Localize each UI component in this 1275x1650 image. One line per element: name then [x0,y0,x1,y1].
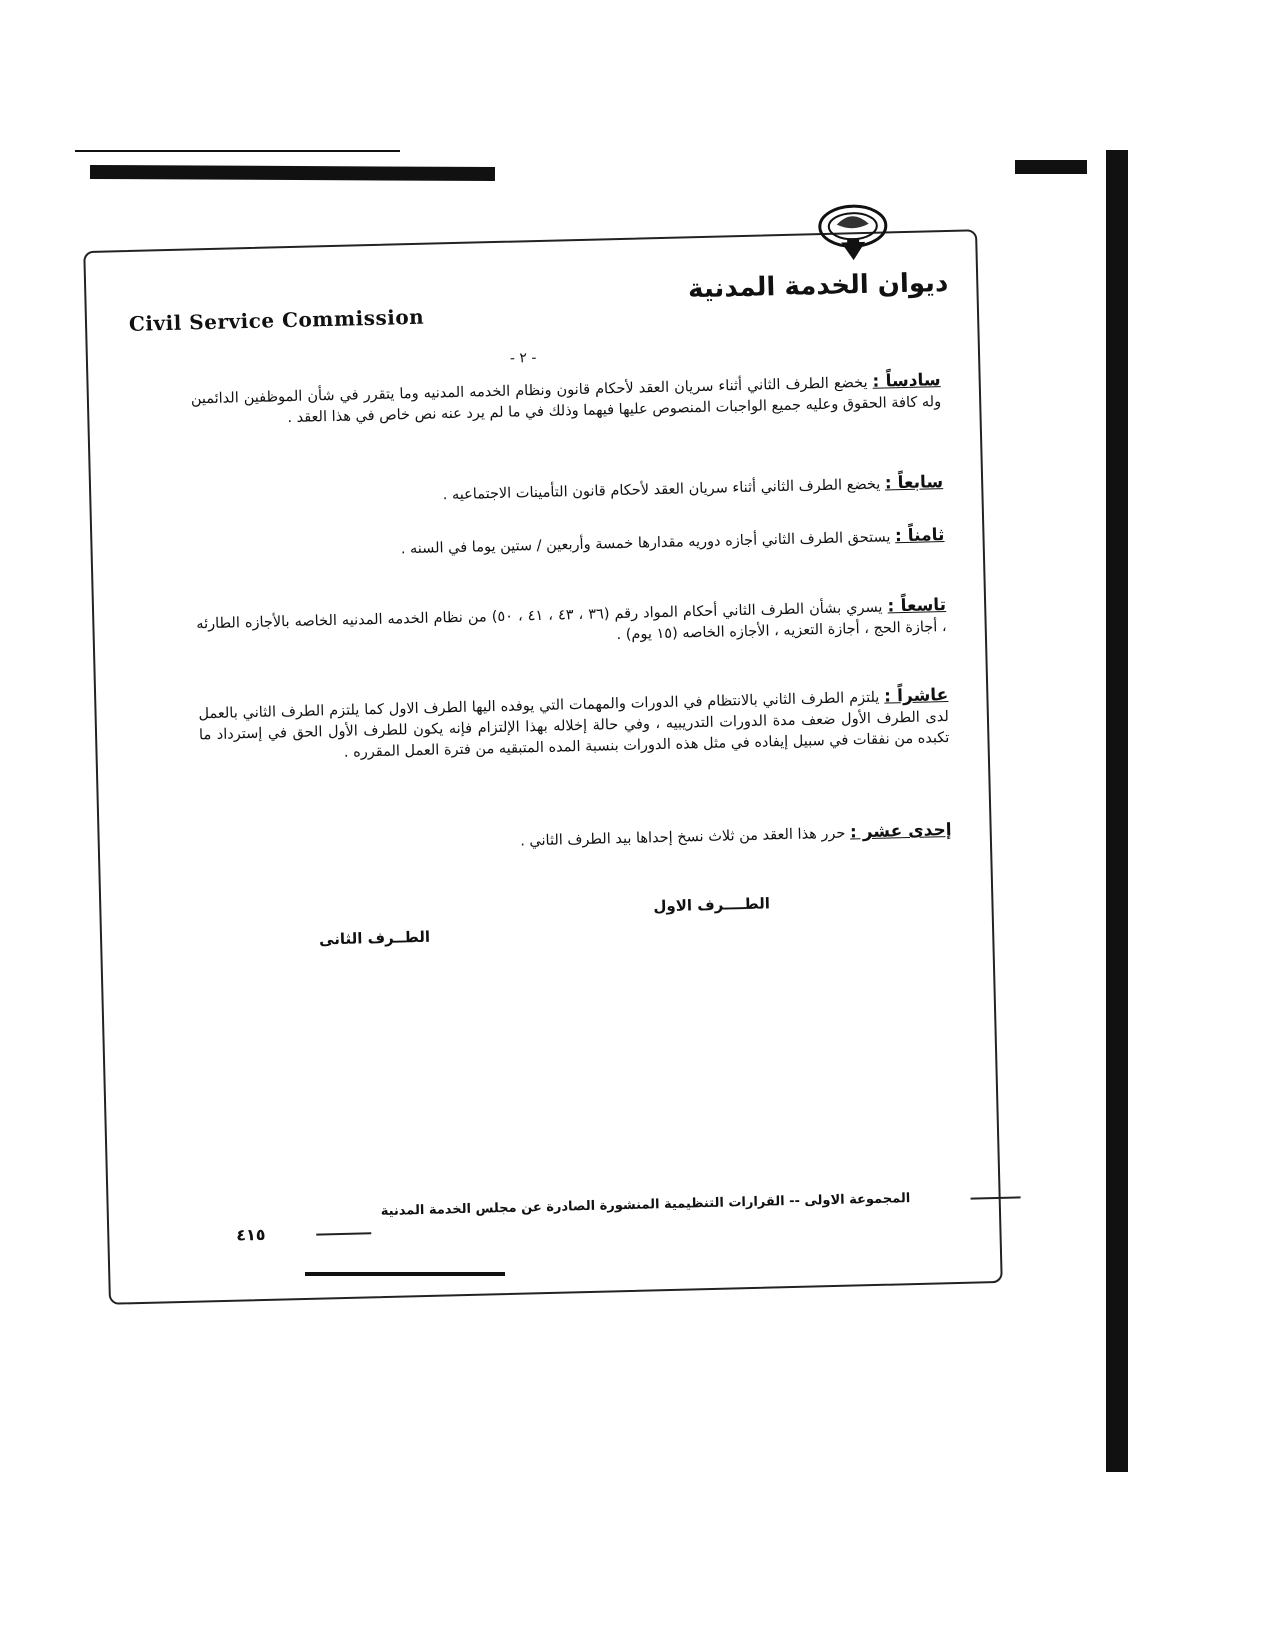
clause-label: إحدى عشر : [849,819,952,843]
clause-10 [198,685,949,767]
clause-label: سادساً : [872,370,941,392]
arabic-title: ديوان الخدمة المدنية [687,267,949,305]
clause-label: سابعاً : [884,472,944,494]
clause-text: حرر هذا العقد من ثلاث نسخ إحداها بيد الطرف الثاني . [520,825,846,850]
page-marker: - ٢ - [509,349,537,367]
clause-label: ثامناً : [894,525,945,547]
state-emblem-icon [816,201,889,265]
signature-second-party: الطــرف الثانى [318,927,431,949]
scan-bar-right-edge [1106,150,1128,1472]
document-page [118,250,963,1290]
clause-text: يسري بشأن الطرف الثاني أحكام المواد رقم (٣٦ ، ٤٣ ، ٤١ ، ٥٠) من نظام الخدمه المدنيه الخاصه بالأجازه الطارئه ، أجازة الحج ، أجازة التعزيه ، الأجازه الخاصه (١٥ يوم) . [196,599,947,644]
clause-text: يخضع الطرف الثاني أثناء سريان العقد لأحكام قانون ونظام الخدمه المدنيه وما يتقرر في شأن الموظفين الدائمين وله كافة الحقوق وعليه جميع الواجبات المنصوص عليها فيهما وذلك في ما لم يرد عنه نص خاص في هذا العقد . [190,374,942,427]
footer-rule-left [316,1232,371,1235]
footer-page-number: ٤١٥ [236,1224,266,1245]
signature-first-party: الطــــرف الاول [653,894,771,916]
clause-text: يلتزم الطرف الثاني بالانتظام في الدورات والمهمات التي يوفده اليها الطرف الاول كما يلتزم الطرف الثاني بالعمل لدى الطرف الأول ضعف مدة الدورات التدريبيه ، وفي حالة إخلاله بهذا الإلتزام فإنه يكون للطرف الأول الحق في إسترداد ما تكبده من نفقات في سبيل إيفاده في مثل هذه الدورات بنسبة المده المتبقيه من فترة العمل المقرره . [198,689,950,761]
scan-bar-top-left [90,165,495,181]
clause-label: عاشراً : [883,685,949,707]
clause-text: يخضع الطرف الثاني أثناء سريان العقد لأحكام قانون التأمينات الاجتماعيه . [442,476,881,504]
scan-bar-top-right [1015,160,1087,174]
clause-text: يستحق الطرف الثاني أجازه دوريه مقدارها خمسة وأربعين / ستين يوما في السنه . [400,529,891,558]
clause-11 [202,820,952,860]
clause-7 [193,472,943,512]
clause-label: تاسعاً : [887,595,947,617]
scan-line-top-thin [75,150,400,152]
clause-8 [194,525,944,565]
clause-6 [191,370,942,431]
clause-9 [196,595,947,656]
footer-text: المجموعة الاولى -- القرارات التنظيمية المنشورة الصادرة عن مجلس الخدمة المدنية [380,1191,911,1220]
english-title: Civil Service Commission [128,304,425,336]
